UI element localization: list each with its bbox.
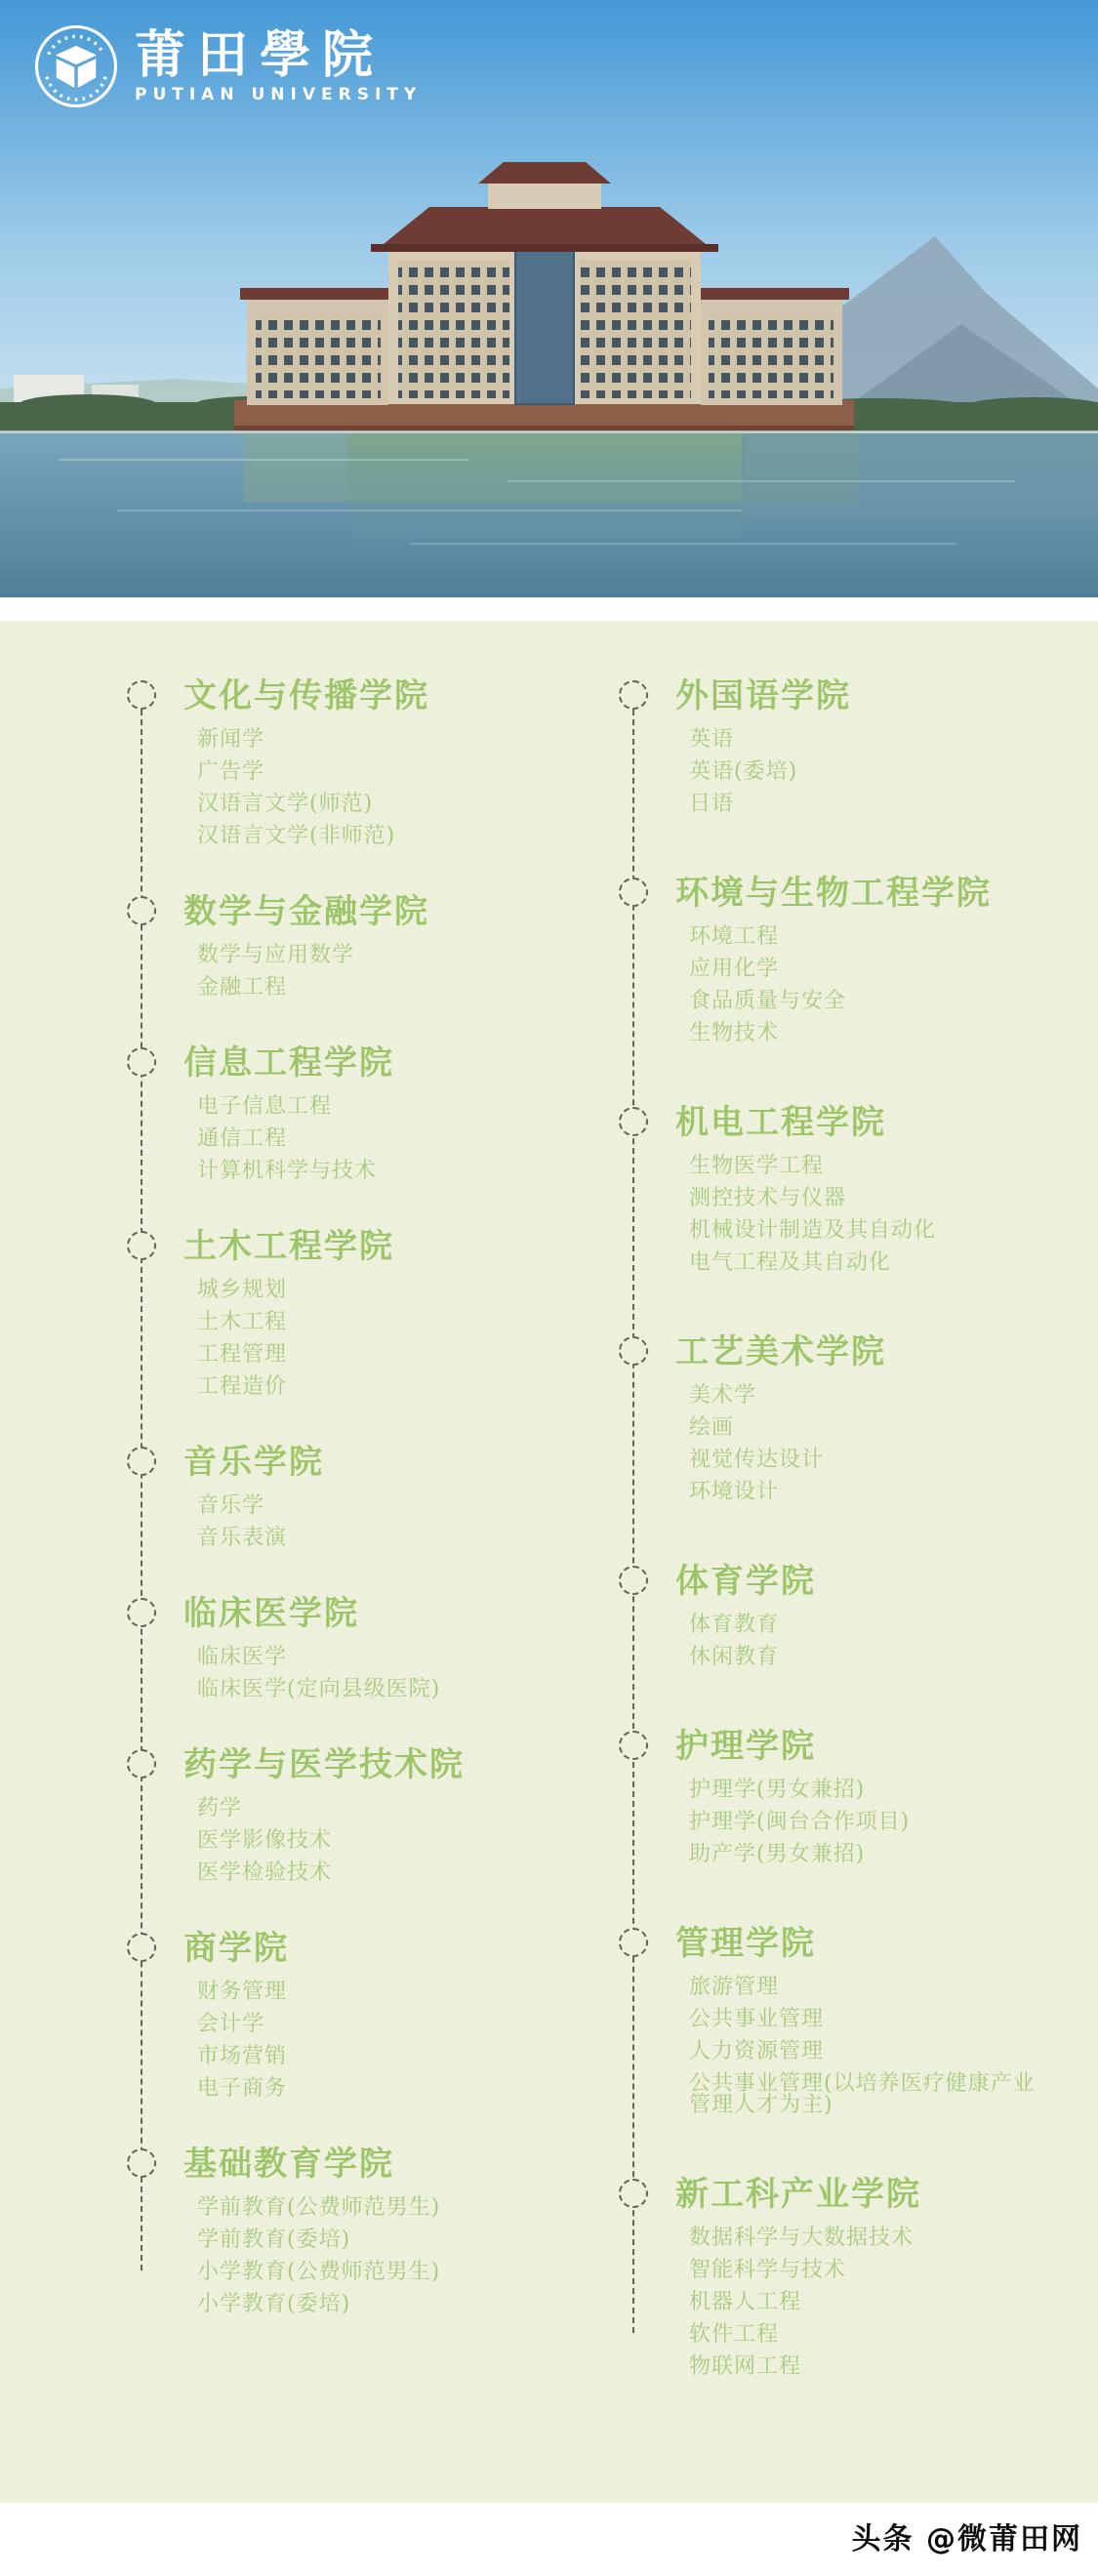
majors-list xyxy=(675,1977,1052,2116)
major-item: 医学影像技术 xyxy=(197,1828,333,1853)
major-item: 市场营销 xyxy=(197,2044,288,2068)
college-name: 数学与金融学院 xyxy=(183,892,429,931)
college-column-left xyxy=(125,676,535,2315)
major-item: 土木工程 xyxy=(197,1310,288,1334)
timeline-node-icon xyxy=(127,1447,156,1476)
college-name: 管理学院 xyxy=(675,1924,816,1963)
majors-list xyxy=(183,1798,535,1884)
major-item: 物联网工程 xyxy=(689,2354,802,2379)
college-name: 机电工程学院 xyxy=(675,1103,886,1142)
college-section xyxy=(183,1443,535,1549)
college-name: 新工科产业学院 xyxy=(675,2175,921,2214)
major-item: 会计学 xyxy=(197,2012,265,2036)
university-logo xyxy=(33,23,422,109)
major-item: 学前教育(公费师范男生) xyxy=(197,2195,441,2220)
majors-list xyxy=(183,2197,535,2315)
major-item: 助产学(男女兼招) xyxy=(689,1842,866,1866)
timeline-node-icon xyxy=(619,1731,648,1760)
college-section xyxy=(675,1103,1052,1274)
major-item: 美术学 xyxy=(689,1383,757,1408)
major-item: 机械设计制造及其自动化 xyxy=(689,1218,937,1243)
majors-list xyxy=(675,926,1052,1044)
college-name: 体育学院 xyxy=(675,1562,816,1601)
major-item: 小学教育(委培) xyxy=(197,2292,351,2316)
university-seal-icon xyxy=(33,23,119,109)
major-item: 临床医学 xyxy=(197,1645,288,1669)
college-name: 基础教育学院 xyxy=(183,2145,394,2184)
major-item: 日语 xyxy=(689,792,735,816)
college-section xyxy=(675,2175,1052,2378)
major-item: 金融工程 xyxy=(197,975,288,1000)
majors-list xyxy=(183,1647,535,1700)
timeline-node-icon xyxy=(619,2179,648,2208)
footer xyxy=(0,2503,1098,2576)
major-item: 人力资源管理 xyxy=(689,2039,825,2064)
majors-list xyxy=(183,945,535,999)
majors-list xyxy=(183,1096,535,1182)
major-item: 公共事业管理(以培养医疗健康产业管理人才为主) xyxy=(689,2071,1036,2117)
major-item: 机器人工程 xyxy=(689,2290,802,2314)
timeline-line xyxy=(141,710,142,2270)
college-name: 音乐学院 xyxy=(183,1443,324,1482)
major-item: 智能科学与技术 xyxy=(689,2258,847,2282)
timeline-node-icon xyxy=(619,1566,648,1595)
major-item: 汉语言文学(师范) xyxy=(197,792,374,816)
college-name: 商学院 xyxy=(183,1929,289,1968)
major-item: 旅游管理 xyxy=(689,1975,780,1999)
major-item: 英语(委培) xyxy=(689,759,798,784)
major-item: 体育教育 xyxy=(689,1613,780,1637)
major-item: 食品质量与安全 xyxy=(689,989,847,1013)
major-item: 工程管理 xyxy=(197,1342,288,1367)
major-item: 电气工程及其自动化 xyxy=(689,1250,892,1275)
college-name: 护理学院 xyxy=(675,1727,816,1766)
university-name-en: PUTIAN UNIVERSITY xyxy=(135,85,423,104)
college-section xyxy=(183,1043,535,1182)
majors-list xyxy=(675,729,1052,815)
major-item: 通信工程 xyxy=(197,1126,288,1151)
university-name-cn: 莆田學院 xyxy=(135,25,386,85)
major-item: 计算机科学与技术 xyxy=(197,1159,378,1183)
timeline-node-icon xyxy=(127,1231,156,1260)
majors-list xyxy=(675,1156,1052,1274)
college-section xyxy=(675,874,1052,1044)
major-item: 电子信息工程 xyxy=(197,1094,333,1119)
major-item: 公共事业管理 xyxy=(689,2007,825,2031)
major-item: 城乡规划 xyxy=(197,1278,288,1302)
major-item: 环境设计 xyxy=(689,1480,780,1504)
major-item: 工程造价 xyxy=(197,1374,288,1399)
major-item: 英语 xyxy=(689,727,735,752)
majors-list xyxy=(675,2228,1052,2378)
major-item: 休闲教育 xyxy=(689,1645,780,1669)
major-item: 环境工程 xyxy=(689,924,780,949)
college-section xyxy=(183,1929,535,2100)
college-section xyxy=(183,1227,535,1398)
college-name: 外国语学院 xyxy=(675,676,851,716)
major-item: 学前教育(委培) xyxy=(197,2228,351,2252)
college-name: 信息工程学院 xyxy=(183,1043,394,1083)
timeline-node-icon xyxy=(619,680,648,710)
majors-list xyxy=(183,729,535,847)
timeline-node-icon xyxy=(127,2148,156,2178)
college-section xyxy=(675,1924,1052,2116)
major-item: 药学 xyxy=(197,1796,243,1820)
major-item: 电子商务 xyxy=(197,2076,288,2101)
college-section xyxy=(675,1562,1052,1668)
majors-list xyxy=(183,1982,535,2100)
majors-list xyxy=(675,1779,1052,1865)
major-item: 测控技术与仪器 xyxy=(689,1186,847,1210)
college-name: 环境与生物工程学院 xyxy=(675,874,992,913)
major-item: 音乐学 xyxy=(197,1493,265,1518)
timeline-node-icon xyxy=(619,878,648,907)
majors-list xyxy=(183,1280,535,1398)
timeline-node-icon xyxy=(619,1336,648,1366)
major-item: 财务管理 xyxy=(197,1980,288,2004)
college-section xyxy=(675,676,1052,815)
college-section xyxy=(675,1332,1052,1503)
college-section xyxy=(675,1727,1052,1865)
lake xyxy=(0,430,1098,597)
major-item: 护理学(闽台合作项目) xyxy=(689,1810,911,1834)
college-section xyxy=(183,2145,535,2315)
college-name: 工艺美术学院 xyxy=(675,1332,886,1371)
college-name: 临床医学院 xyxy=(183,1594,359,1633)
timeline-node-icon xyxy=(619,1928,648,1957)
major-item: 小学教育(公费师范男生) xyxy=(197,2260,441,2284)
college-name: 药学与医学技术院 xyxy=(183,1745,465,1784)
colleges-panel xyxy=(0,621,1098,2503)
campus-photo xyxy=(0,0,1098,597)
major-item: 广告学 xyxy=(197,759,265,784)
major-item: 视觉传达设计 xyxy=(689,1448,825,1472)
major-item: 生物医学工程 xyxy=(689,1154,825,1178)
major-item: 应用化学 xyxy=(689,957,780,981)
majors-list xyxy=(183,1495,535,1549)
college-column-right xyxy=(617,676,1052,2378)
major-item: 汉语言文学(非师范) xyxy=(197,824,396,848)
college-section xyxy=(183,892,535,999)
major-item: 生物技术 xyxy=(689,1021,780,1045)
college-name: 土木工程学院 xyxy=(183,1227,394,1266)
majors-list xyxy=(675,1615,1052,1668)
major-item: 绘画 xyxy=(689,1415,735,1440)
major-item: 临床医学(定向县级医院) xyxy=(197,1677,441,1701)
major-item: 医学检验技术 xyxy=(197,1860,333,1885)
major-item: 护理学(男女兼招) xyxy=(689,1778,866,1802)
timeline-node-icon xyxy=(127,896,156,925)
college-name: 文化与传播学院 xyxy=(183,676,429,716)
watermark-text: 头条 @微莆田网 xyxy=(851,2522,1082,2556)
college-section xyxy=(183,1745,535,1884)
timeline-node-icon xyxy=(127,1047,156,1077)
timeline-node-icon xyxy=(127,1598,156,1627)
university-name xyxy=(135,25,423,104)
major-item: 音乐表演 xyxy=(197,1526,288,1550)
major-item: 软件工程 xyxy=(689,2322,780,2347)
timeline-node-icon xyxy=(127,680,156,710)
timeline-node-icon xyxy=(619,1107,648,1136)
major-item: 数据科学与大数据技术 xyxy=(689,2226,915,2250)
majors-list xyxy=(675,1385,1052,1503)
timeline-node-icon xyxy=(127,1749,156,1779)
college-section xyxy=(183,676,535,847)
major-item: 新闻学 xyxy=(197,727,265,752)
timeline-line xyxy=(632,710,634,2333)
major-item: 数学与应用数学 xyxy=(197,943,355,967)
timeline-node-icon xyxy=(127,1933,156,1962)
college-section xyxy=(183,1594,535,1700)
